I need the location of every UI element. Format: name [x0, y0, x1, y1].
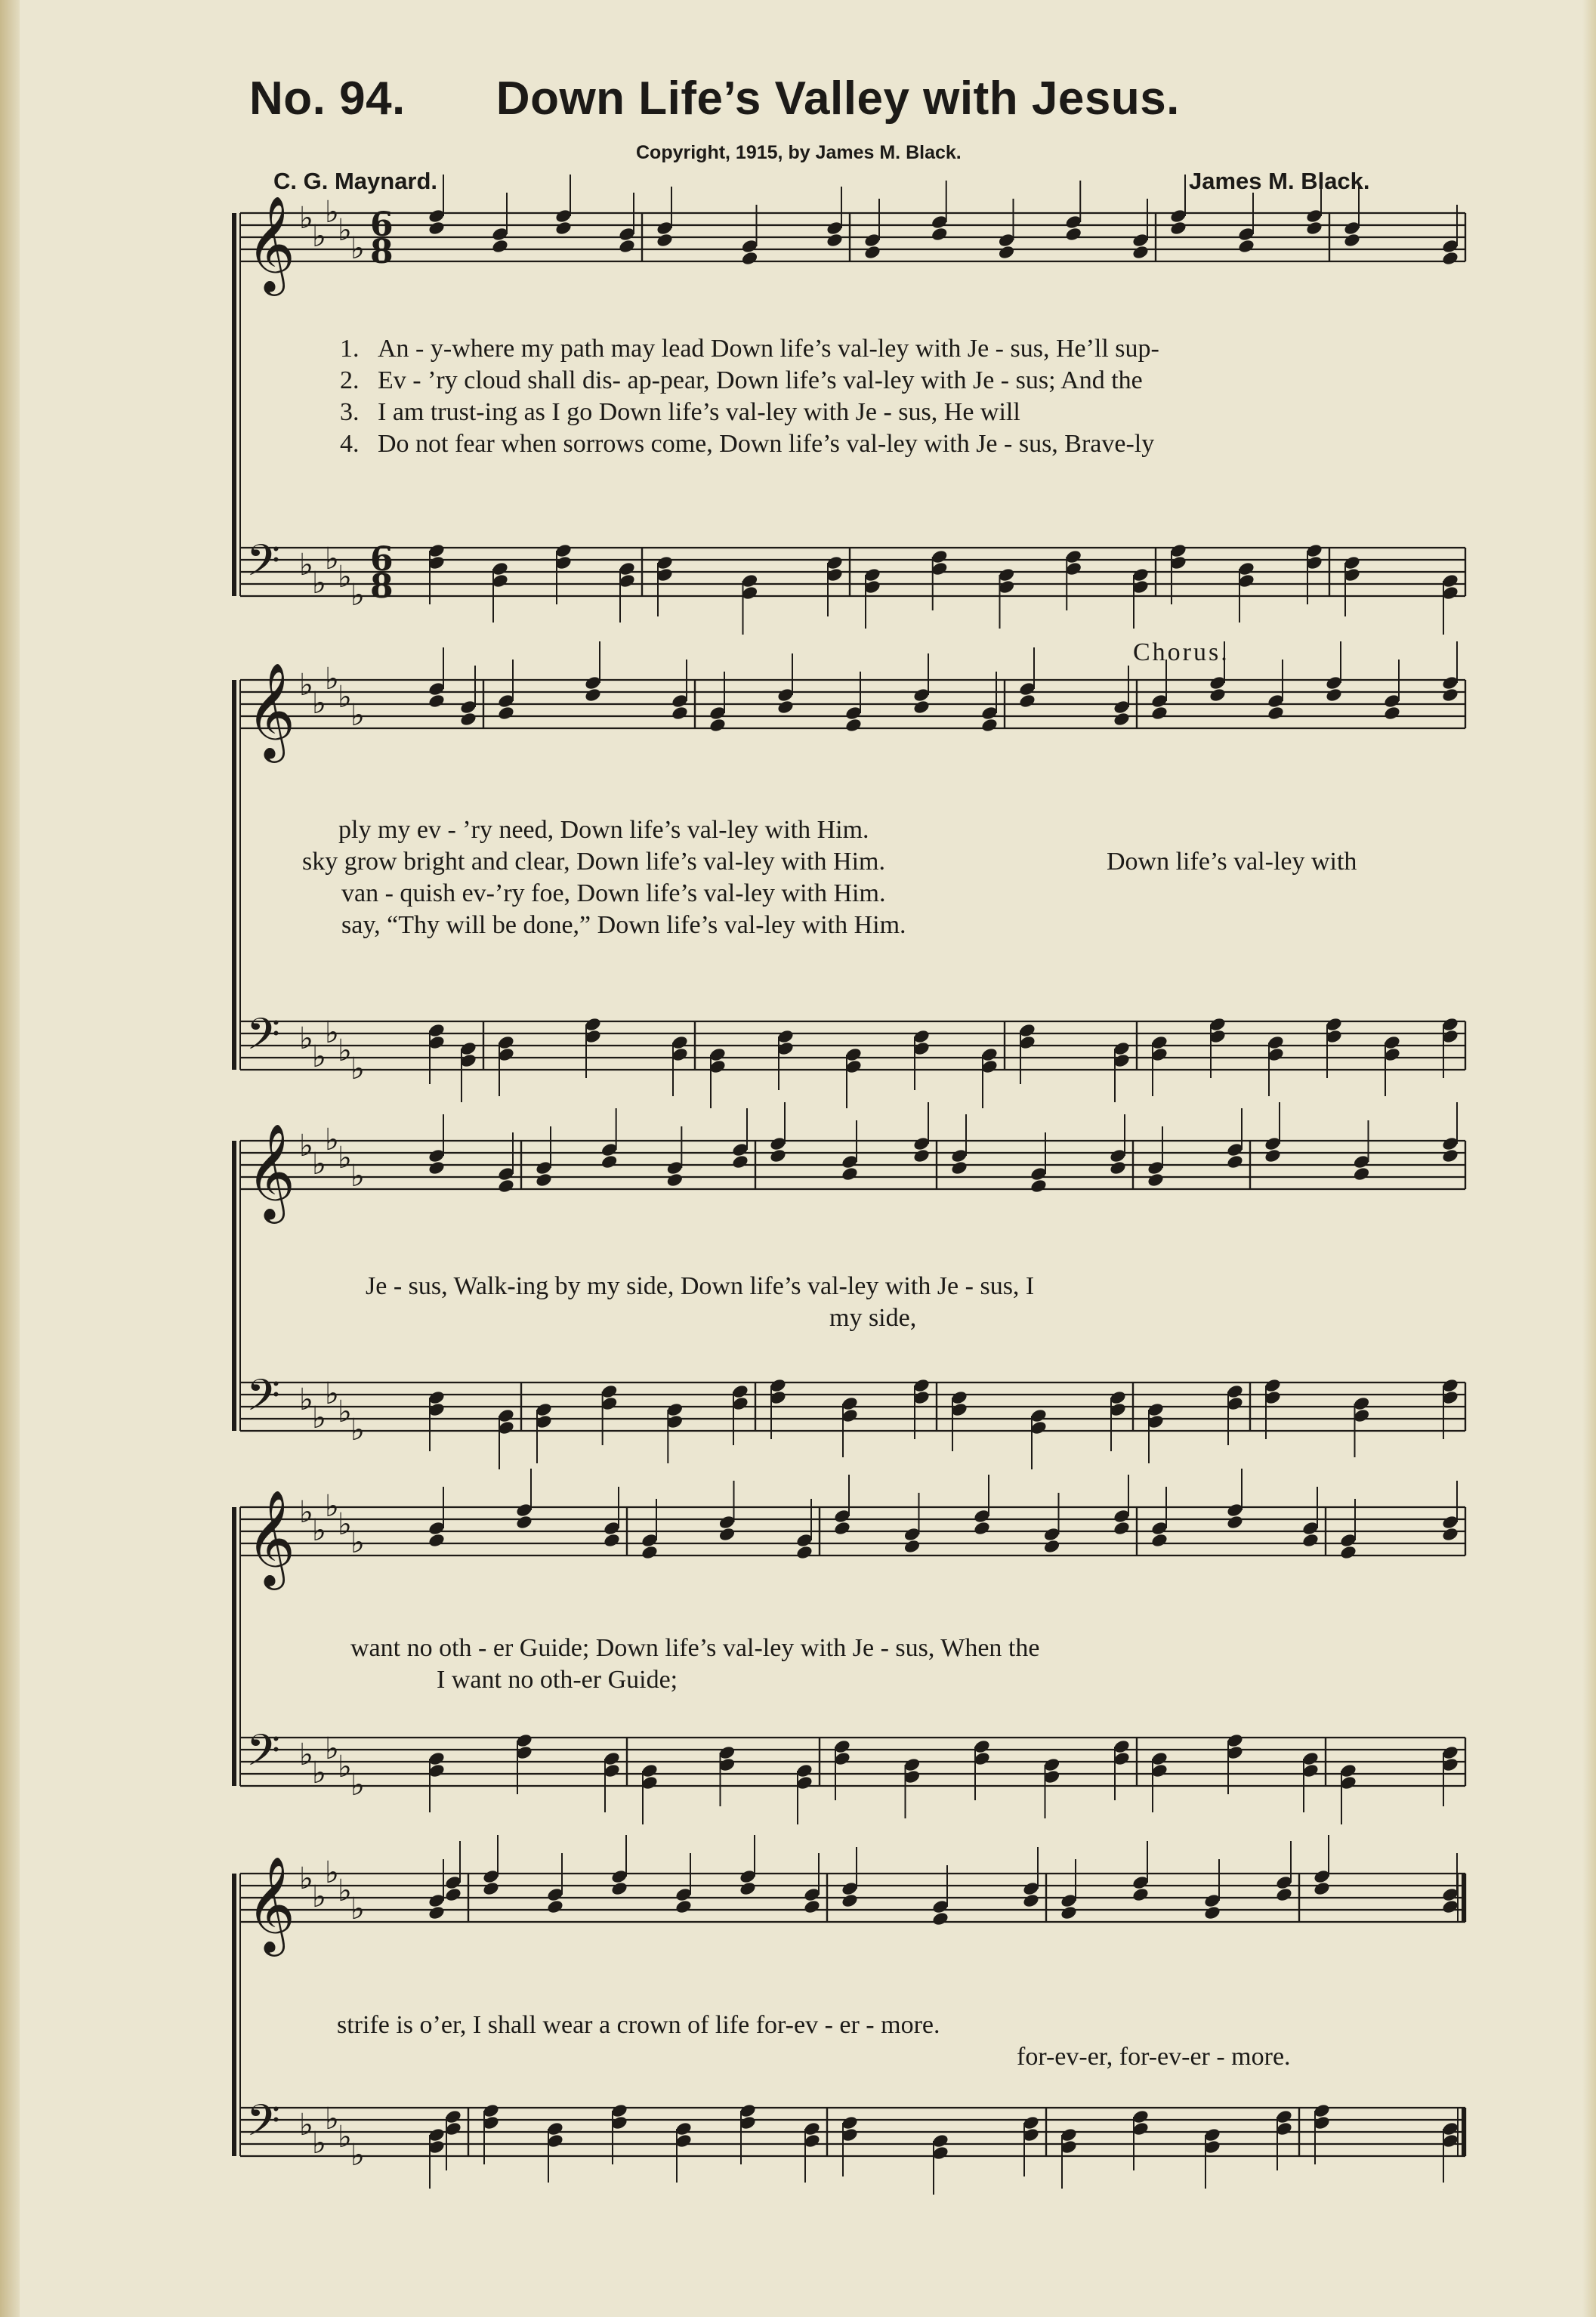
- notehead: [1441, 250, 1459, 266]
- verse-4-line-2: say, “Thy will be done,” Down life’s val-ley with Him.: [341, 911, 906, 939]
- flat-icon: ♭: [338, 1507, 352, 1542]
- notehead: [1441, 1526, 1459, 1542]
- flat-icon: ♭: [325, 1489, 339, 1524]
- notehead: [1030, 1178, 1048, 1194]
- flat-icon: ♭: [350, 698, 365, 733]
- notehead: [1169, 220, 1187, 236]
- notehead: [428, 1160, 446, 1175]
- notehead: [1150, 1532, 1168, 1548]
- notehead: [739, 1880, 757, 1896]
- flat-icon: ♭: [299, 1738, 313, 1772]
- flat-icon: ♭: [350, 1525, 365, 1560]
- notehead: [1113, 711, 1131, 727]
- flat-icon: ♭: [312, 686, 326, 721]
- flat-icon: ♭: [350, 1768, 365, 1803]
- verse-3-line-1: 3. I am trust-ing as I go Down life’s val-ley with Je - sus, He will: [340, 398, 1020, 426]
- notehead: [973, 1520, 991, 1536]
- flat-icon: ♭: [325, 662, 339, 697]
- notehead: [1113, 1520, 1131, 1536]
- notehead: [515, 1514, 533, 1530]
- notehead: [546, 1898, 564, 1914]
- chorus-line-b: Je - sus, Walk-ing by my side, Down life’s val-ley with Je - sus, I: [366, 1272, 1035, 1300]
- flat-icon: ♭: [350, 1159, 365, 1194]
- composer-credit: James M. Black.: [1189, 168, 1370, 194]
- notehead: [618, 238, 636, 254]
- flat-icon: ♭: [299, 201, 313, 236]
- flat-icon: ♭: [338, 1395, 352, 1429]
- flat-icon: ♭: [312, 2126, 326, 2161]
- notehead: [1275, 1886, 1293, 1902]
- notehead: [1339, 1544, 1357, 1560]
- flat-icon: ♭: [312, 1040, 326, 1074]
- flat-icon: ♭: [325, 1855, 339, 1890]
- notehead: [1147, 1172, 1165, 1188]
- notehead: [1325, 687, 1343, 703]
- notehead: [491, 238, 509, 254]
- hymn-number: No. 94.: [249, 73, 406, 125]
- time-signature-denominator: 8: [370, 233, 394, 271]
- flat-icon: ♭: [299, 1861, 313, 1896]
- chorus-label: Chorus.: [1133, 638, 1230, 666]
- notehead: [600, 1154, 619, 1169]
- verse-4-line-1: 4. Do not fear when sorrows come, Down life’s val-ley with Je - sus, Brave-ly: [340, 430, 1155, 458]
- bass-clef-icon: 𝄢: [246, 1725, 281, 1787]
- hymn-title: Down Life’s Valley with Jesus.: [495, 73, 1180, 125]
- notehead: [1301, 1532, 1320, 1548]
- flat-icon: ♭: [299, 548, 313, 582]
- flat-icon: ♭: [299, 1382, 313, 1417]
- flat-icon: ♭: [338, 680, 352, 715]
- treble-clef-icon: 𝄞: [246, 195, 296, 292]
- notehead: [656, 232, 674, 248]
- notehead: [1131, 244, 1150, 260]
- notehead: [803, 1898, 821, 1914]
- verse-2-line-1: 2. Ev - ’ry cloud shall dis- ap-pear, Down life’s val-ley with Je - sus; And the: [340, 366, 1143, 394]
- notehead: [428, 220, 446, 236]
- notehead: [718, 1526, 736, 1542]
- notehead: [903, 1538, 921, 1554]
- notehead: [1267, 705, 1285, 721]
- flat-icon: ♭: [350, 231, 365, 266]
- flat-icon: ♭: [325, 542, 339, 576]
- notehead: [1441, 1148, 1459, 1163]
- notehead: [841, 1892, 859, 1908]
- flat-icon: ♭: [325, 1376, 339, 1411]
- bass-clef-icon: 𝄢: [246, 535, 281, 597]
- flat-icon: ♭: [299, 1129, 313, 1163]
- flat-icon: ♭: [338, 213, 352, 248]
- flat-icon: ♭: [312, 1756, 326, 1790]
- time-signature-numerator: 6: [370, 205, 394, 244]
- chorus-line-b-alto: my side,: [829, 1304, 917, 1332]
- verse-1-line-1: 1. An - y-where my path may lead Down life’s val-ley with Je - sus, He’ll sup-: [340, 335, 1159, 363]
- notehead: [603, 1532, 621, 1548]
- notehead: [1131, 1886, 1150, 1902]
- notehead: [1022, 1892, 1040, 1908]
- notehead: [1203, 1905, 1221, 1920]
- flat-icon: ♭: [350, 1892, 365, 1926]
- flat-icon: ♭: [312, 1147, 326, 1182]
- lyricist-credit: C. G. Maynard.: [273, 168, 438, 194]
- flat-icon: ♭: [299, 668, 313, 703]
- notehead: [1313, 1880, 1331, 1896]
- notehead: [1209, 687, 1227, 703]
- notehead: [863, 244, 881, 260]
- flat-icon: ♭: [325, 195, 339, 230]
- notehead: [708, 717, 727, 733]
- notehead: [931, 1911, 949, 1926]
- treble-clef-icon: 𝄞: [246, 1123, 296, 1219]
- notehead: [675, 1898, 693, 1914]
- flat-icon: ♭: [299, 1495, 313, 1530]
- flat-icon: ♭: [325, 2102, 339, 2136]
- flat-icon: ♭: [338, 1033, 352, 1068]
- flat-icon: ♭: [312, 1401, 326, 1435]
- notehead: [459, 711, 477, 727]
- treble-clef-icon: 𝄞: [246, 662, 296, 758]
- notehead: [1150, 705, 1168, 721]
- notehead: [1226, 1154, 1244, 1169]
- treble-clef-icon: 𝄞: [246, 1489, 296, 1586]
- notehead: [428, 1532, 446, 1548]
- notehead: [841, 1166, 859, 1182]
- notehead: [1441, 1898, 1459, 1914]
- verse-1-line-2: ply my ev - ’ry need, Down life’s val-ley with Him.: [338, 816, 869, 844]
- flat-icon: ♭: [338, 1874, 352, 1908]
- notehead: [1226, 1514, 1244, 1530]
- chorus-line-c-alto: I want no oth-er Guide;: [437, 1666, 678, 1694]
- flat-icon: ♭: [338, 560, 352, 595]
- notehead: [912, 1148, 931, 1163]
- flat-icon: ♭: [312, 219, 326, 254]
- notehead: [740, 250, 758, 266]
- chorus-line-d: strife is o’er, I shall wear a crown of life for-ev - er - more.: [337, 2011, 940, 2039]
- time-signature-denominator: 8: [370, 567, 394, 606]
- notehead: [428, 693, 446, 709]
- flat-icon: ♭: [312, 1880, 326, 1914]
- flat-icon: ♭: [325, 1123, 339, 1157]
- flat-icon: ♭: [350, 1052, 365, 1086]
- notehead: [1237, 238, 1255, 254]
- notehead: [1042, 1538, 1060, 1554]
- notehead: [641, 1544, 659, 1560]
- flat-icon: ♭: [350, 2138, 365, 2173]
- notehead: [610, 1880, 628, 1896]
- notehead: [1264, 1148, 1282, 1163]
- flat-icon: ♭: [312, 566, 326, 601]
- notehead: [1109, 1160, 1127, 1175]
- flat-icon: ♭: [350, 1413, 365, 1447]
- notehead: [482, 1880, 500, 1896]
- flat-icon: ♭: [338, 1141, 352, 1175]
- bass-clef-icon: 𝄢: [246, 2095, 281, 2157]
- treble-clef-icon: 𝄞: [246, 1855, 296, 1952]
- notehead: [1352, 1166, 1370, 1182]
- notehead: [844, 717, 863, 733]
- flat-icon: ♭: [299, 2108, 313, 2142]
- flat-icon: ♭: [299, 1021, 313, 1056]
- bass-clef-icon: 𝄢: [246, 1370, 281, 1432]
- flat-icon: ♭: [338, 2120, 352, 2155]
- notehead: [997, 244, 1015, 260]
- notehead: [826, 232, 844, 248]
- notehead: [1343, 232, 1361, 248]
- flat-icon: ♭: [338, 1750, 352, 1784]
- notehead: [535, 1172, 553, 1188]
- flat-icon: ♭: [350, 578, 365, 613]
- verse-2-line-2: sky grow bright and clear, Down life’s val-ley with Him.: [302, 848, 885, 876]
- notehead: [1441, 687, 1459, 703]
- time-signature-numerator: 6: [370, 540, 394, 579]
- notehead: [428, 1905, 446, 1920]
- notehead: [497, 705, 515, 721]
- notehead: [980, 717, 999, 733]
- flat-icon: ♭: [325, 1015, 339, 1050]
- notehead: [931, 226, 949, 242]
- notehead: [950, 1160, 968, 1175]
- chorus-line-c: want no oth - er Guide; Down life’s val-ley with Je - sus, When the: [350, 1634, 1040, 1662]
- notehead: [444, 1886, 462, 1902]
- copyright-notice: Copyright, 1915, by James M. Black.: [636, 142, 962, 163]
- notehead: [912, 699, 931, 715]
- notehead: [795, 1544, 813, 1560]
- notehead: [1060, 1905, 1078, 1920]
- notehead: [497, 1178, 515, 1194]
- notehead: [665, 1172, 684, 1188]
- flat-icon: ♭: [325, 1732, 339, 1766]
- notehead: [776, 699, 795, 715]
- chorus-line-a: Down life’s val-ley with: [1107, 848, 1357, 876]
- bass-clef-icon: 𝄢: [246, 1009, 281, 1070]
- notehead: [554, 220, 573, 236]
- notehead: [833, 1520, 851, 1536]
- notehead: [769, 1148, 787, 1163]
- notehead: [731, 1154, 749, 1169]
- notehead: [584, 687, 602, 703]
- notehead: [1018, 693, 1036, 709]
- notehead: [671, 705, 689, 721]
- flat-icon: ♭: [312, 1513, 326, 1548]
- chorus-line-d-alto: for-ev-er, for-ev-er - more.: [1017, 2043, 1291, 2071]
- notehead: [1305, 220, 1323, 236]
- verse-3-line-2: van - quish ev-’ry foe, Down life’s val-ley with Him.: [341, 879, 886, 907]
- notehead: [1383, 705, 1401, 721]
- notehead: [1064, 226, 1082, 242]
